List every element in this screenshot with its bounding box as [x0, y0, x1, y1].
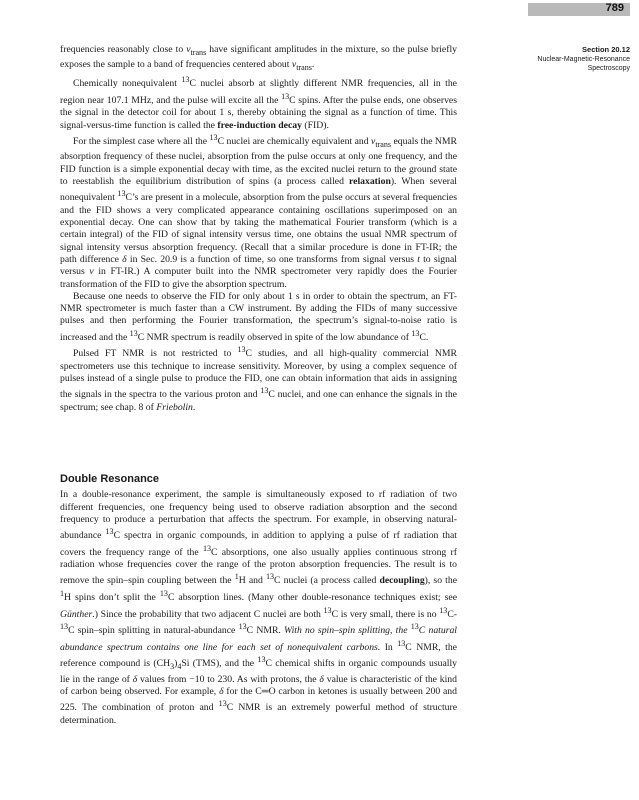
main-text-column: [60, 44, 457, 727]
paragraph-pulse-band: frequencies reasonably close to $\nu_{trans}$ have significant amplitudes in the mixture, so the pulse briefly exposes the sample to a band of frequencies centered about $\nu_{trans}$.: [60, 44, 457, 73]
term-free-induction-decay: free-induction decay: [217, 119, 302, 131]
reference-gunther: Günther: [60, 608, 93, 620]
paragraph-pulsed-ft-nmr: Pulsed FT NMR is not restricted to $^{13}$C studies, and all high-quality commercial NMR spectrometers use this technique to increase sensitivity. Moreover, by using a complex sequence of pulses instead of a single pulse to produce the FID, one can obtain information that aids in assigning the signals in the spectra to the various proton and $^{13}$C nuclei, and one can enhance the signals in the spectrum; see chap. 8 of Friebolin.: [60, 345, 457, 413]
paragraph-fourier-transform: For the simplest case where all the $^{13}$C nuclei are chemically equivalent and $\nu_{trans}$ equals the NMR absorption frequency of these nuclei, absorption from the pulse occurs at only one frequency, and the FID function is a simple exponential decay with time, as the excited nuclei return to the ground state to reestablish the equilibrium distribution of spins (a process called relaxation). When several nonequivalent $^{13}$C’s are present in a molecule, absorption from the pulse occurs at several frequencies and the FID shows a very complicated appearance containing oscillations superimposed on an exponential decay. One can show that by taking the mathematical Fourier transform (which is a certain integral) of the FID of signal intensity versus time, one obtains the usual NMR spectrum of signal intensity versus absorption frequency. (Recall that a similar procedure is done in FT-IR; the path difference δ in Sec. 20.9 is a function of time, so one transforms from signal versus t to signal versus ν in FT-IR.) A computer built into the NMR spectrometer very rapidly does the Fourier transformation of the FID to give the absorption spectrum.: [60, 133, 457, 290]
heading-double-resonance: Double Resonance: [60, 473, 160, 486]
page-number: 789: [605, 2, 624, 14]
term-relaxation: relaxation: [349, 176, 391, 188]
paragraph-double-resonance: In a double-resonance experiment, the sample is simultaneously exposed to rf radiation of two different frequencies, one frequency being used to observe radiation absorption and the second frequency to produce a perturbation that affects the spectrum. For example, in observing natural-abundance $^{13}$C spectra in organic compounds, in addition to applying a pulse of rf radiation that covers the frequency range of the $^{13}$C absorptions, one also usually applies continuous strong rf radiation whose frequencies cover the range of the proton absorption frequencies. The result is to remove the spin–spin coupling between the $^1$H and $^{13}$C nuclei (a process called decoupling), so the $^1$H spins don’t split the $^{13}$C absorption lines. (Many other double-resonance techniques exist; see Günther.) Since the probability that two adjacent C nuclei are both $^{13}$C is very small, there is no $^{13}$C-$^{13}$C spin–spin splitting in natural-abundance $^{13}$C NMR. With no spin–spin splitting, the $^{13}$C natural abundance spectrum contains one line for each set of nonequivalent carbons. In $^{13}$C NMR, the reference compound is $(CH_3)_4Si$ (TMS), and the $^{13}$C chemical shifts in organic compounds usually lie in the range of δ values from −10 to 230. As with protons, the δ value is characteristic of the kind of carbon being observed. For example, δ for the C═O carbon in ketones is usually between 200 and 225. The combination of proton and $^{13}$C NMR is an extremely powerful method of structure determination.: [60, 489, 458, 726]
reference-friebolin: Friebolin: [156, 401, 193, 413]
section-spacer: [60, 414, 457, 473]
section-label: Section 20.12: [582, 45, 630, 54]
term-decoupling: decoupling: [379, 575, 425, 587]
paragraph-signal-to-noise: Because one needs to observe the FID for only about 1 s in order to obtain the spectrum, an FT-NMR spectrometer is much faster than a CW instrument. By adding the FIDs of many successive pulses and then performing the Fourier transformation, the spectrum’s signal-to-noise ratio is increased and the $^{13}$C NMR spectrum is readily observed in spite of the low abundance of $^{13}$C.: [60, 290, 457, 343]
section-margin-note: [500, 45, 630, 74]
paragraph-fid: Chemically nonequivalent $^{13}$C nuclei absorb at slightly different NMR frequencies, all in the region near 107.1 MHz, and the pulse will excite all the $^{13}$C spins. After the pulse ends, one observes the signal in the detector coil for about 1 s, thereby obtaining the signal as a function of time. This signal-versus-time function is called the free-induction decay (FID).: [60, 75, 457, 131]
page-number-bar: [528, 3, 630, 16]
section-title: Nuclear-Magnetic-Resonance Spectroscopy: [537, 55, 630, 72]
